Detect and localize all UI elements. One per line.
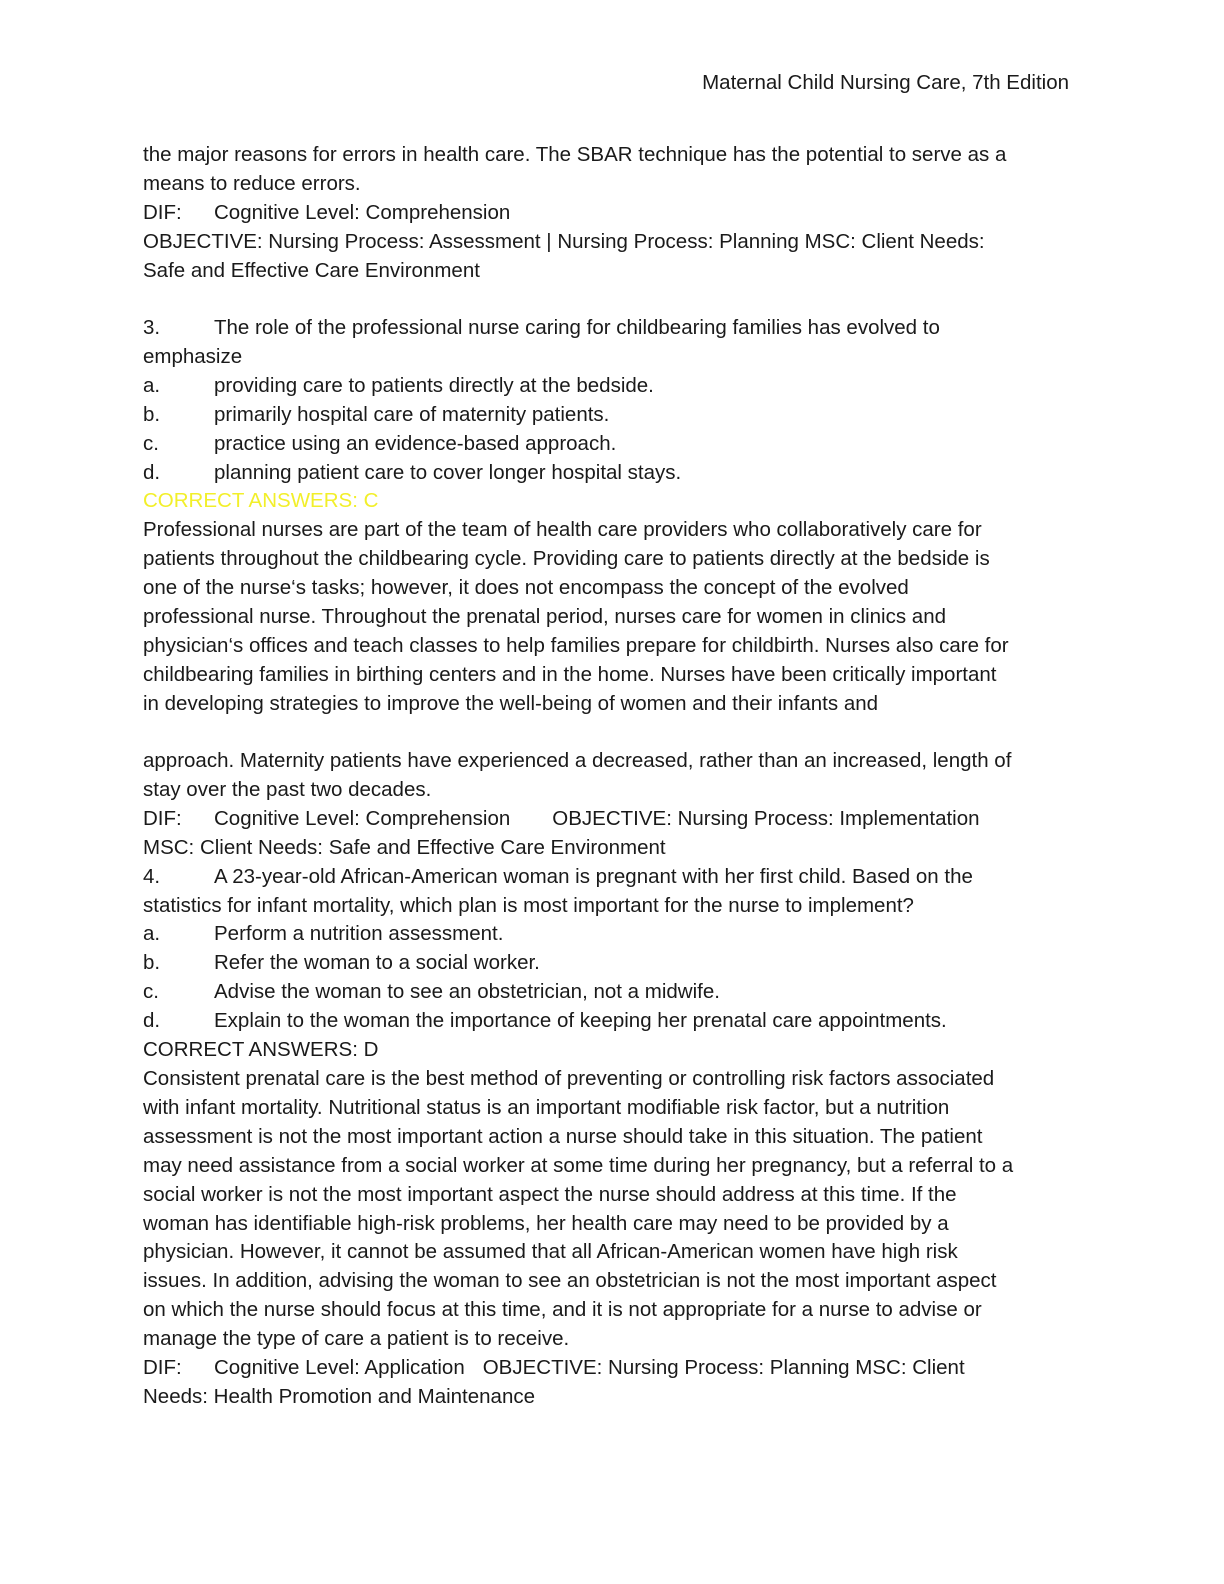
rationale-line: in developing strategies to improve the well-being of women and their infants and xyxy=(143,691,879,715)
rationale-line: one of the nurse‘s tasks; however, it does not encompass the concept of the evolved xyxy=(143,576,909,600)
question-stem-continued: statistics for infant mortality, which plan is most important for the nurse to implement? xyxy=(143,893,914,917)
option-letter: a. xyxy=(143,373,161,397)
objective-text: OBJECTIVE: Nursing Process: Implementation xyxy=(552,806,980,830)
option-letter: d. xyxy=(143,1009,161,1033)
option-text: Perform a nutrition assessment. xyxy=(214,922,504,946)
option-letter: a. xyxy=(143,922,161,946)
question-4 xyxy=(143,863,1073,1412)
rationale-line: approach. Maternity patients have experienced a decreased, rather than an increased, length of xyxy=(143,749,1012,772)
answer-option-b xyxy=(143,401,1073,430)
dif-line xyxy=(143,199,1073,228)
rationale-line: assessment is not the most important action a nurse should take in this situation. The patient xyxy=(143,1124,983,1148)
answer-option-a xyxy=(143,920,1073,949)
rationale-line: on which the nurse should focus at this time, and it is not appropriate for a nurse to advise or xyxy=(143,1298,982,1322)
rationale-line: manage the type of care a patient is to receive. xyxy=(143,1327,570,1351)
rationale-line: Professional nurses are part of the team of health care providers who collaboratively care for xyxy=(143,518,982,542)
question-number: 4. xyxy=(143,864,161,888)
option-text: Explain to the woman the importance of keeping her prenatal care appointments. xyxy=(214,1009,947,1033)
rationale-line: social worker is not the most important aspect the nurse should address at this time. If the xyxy=(143,1182,957,1206)
option-text: planning patient care to cover longer hospital stays. xyxy=(214,460,682,484)
option-text: providing care to patients directly at the bedside. xyxy=(214,373,654,397)
rationale-line: patients throughout the childbearing cycle. Providing care to patients directly at the bedside is xyxy=(143,547,990,571)
correct-answer: CORRECT ANSWERS: D xyxy=(143,1038,379,1062)
option-text: primarily hospital care of maternity patients. xyxy=(214,402,610,426)
previous-question-rationale xyxy=(143,141,1073,286)
question-3 xyxy=(143,314,1073,719)
rationale-line: issues. In addition, advising the woman to see an obstetrician is not the most important aspect xyxy=(143,1269,997,1293)
question-stem-text: A 23-year-old African-American woman is pregnant with her first child. Based on the xyxy=(214,864,973,888)
answer-option-b xyxy=(143,949,1073,978)
option-letter: d. xyxy=(143,460,161,484)
rationale-line: childbearing families in birthing centers and in the home. Nurses have been critically important xyxy=(143,662,997,686)
option-letter: c. xyxy=(143,980,159,1004)
objective-text: OBJECTIVE: Nursing Process: Planning MSC: Client xyxy=(482,1356,965,1380)
rationale-line: means to reduce errors. xyxy=(143,171,361,195)
dif-line xyxy=(143,805,1073,834)
rationale-line: woman has identifiable high-risk problems, her health care may need to be provided by a xyxy=(143,1211,949,1235)
option-text: Refer the woman to a social worker. xyxy=(214,951,540,975)
rationale-line: with infant mortality. Nutritional status is an important modifiable risk factor, but a nutrition xyxy=(143,1095,950,1119)
rationale-line: may need assistance from a social worker at some time during her pregnancy, but a referral to a xyxy=(143,1153,1014,1177)
answer-option-c xyxy=(143,978,1073,1007)
objective-line: Safe and Effective Care Environment xyxy=(143,258,480,282)
rationale-line: professional nurse. Throughout the prenatal period, nurses care for women in clinics and xyxy=(143,605,946,629)
dif-value: Cognitive Level: Application xyxy=(214,1356,465,1380)
option-letter: c. xyxy=(143,431,159,455)
rationale-line: stay over the past two decades. xyxy=(143,777,432,801)
answer-option-c xyxy=(143,430,1073,459)
msc-line: Needs: Health Promotion and Maintenance xyxy=(143,1384,536,1408)
dif-label: DIF: xyxy=(143,200,182,224)
rationale-line: the major reasons for errors in health care. The SBAR technique has the potential to serve as a xyxy=(143,143,1007,166)
question-stem-continued: emphasize xyxy=(143,344,243,368)
page-header-title: Maternal Child Nursing Care, 7th Edition xyxy=(702,71,1069,94)
question-stem-text: The role of the professional nurse caring for childbearing families has evolved to xyxy=(214,316,940,339)
question-3-continuation xyxy=(143,747,1073,1412)
question-number: 3. xyxy=(143,316,161,339)
option-text: practice using an evidence-based approach. xyxy=(214,431,617,455)
msc-line: MSC: Client Needs: Safe and Effective Care Environment xyxy=(143,835,666,859)
dif-label: DIF: xyxy=(143,1356,182,1380)
answer-option-a xyxy=(143,372,1073,401)
option-letter: b. xyxy=(143,951,161,975)
dif-line xyxy=(143,1354,1073,1383)
dif-label: DIF: xyxy=(143,806,182,830)
question-stem xyxy=(143,863,1073,892)
question-stem xyxy=(143,314,1073,343)
option-text: Advise the woman to see an obstetrician, not a midwife. xyxy=(214,980,720,1004)
dif-value: Cognitive Level: Comprehension xyxy=(214,200,511,224)
dif-value: Cognitive Level: Comprehension xyxy=(214,806,511,830)
rationale-line: physician. However, it cannot be assumed that all African-American women have high risk xyxy=(143,1240,958,1264)
answer-option-d xyxy=(143,1007,1073,1036)
objective-line: OBJECTIVE: Nursing Process: Assessment | Nursing Process: Planning MSC: Client Needs: xyxy=(143,229,985,253)
answer-option-d xyxy=(143,459,1073,488)
rationale-line: Consistent prenatal care is the best method of preventing or controlling risk factors associated xyxy=(143,1066,995,1090)
option-letter: b. xyxy=(143,402,161,426)
rationale-line: physician‘s offices and teach classes to help families prepare for childbirth. Nurses also care for xyxy=(143,633,1009,657)
correct-answer: CORRECT ANSWERS: C xyxy=(143,489,379,513)
